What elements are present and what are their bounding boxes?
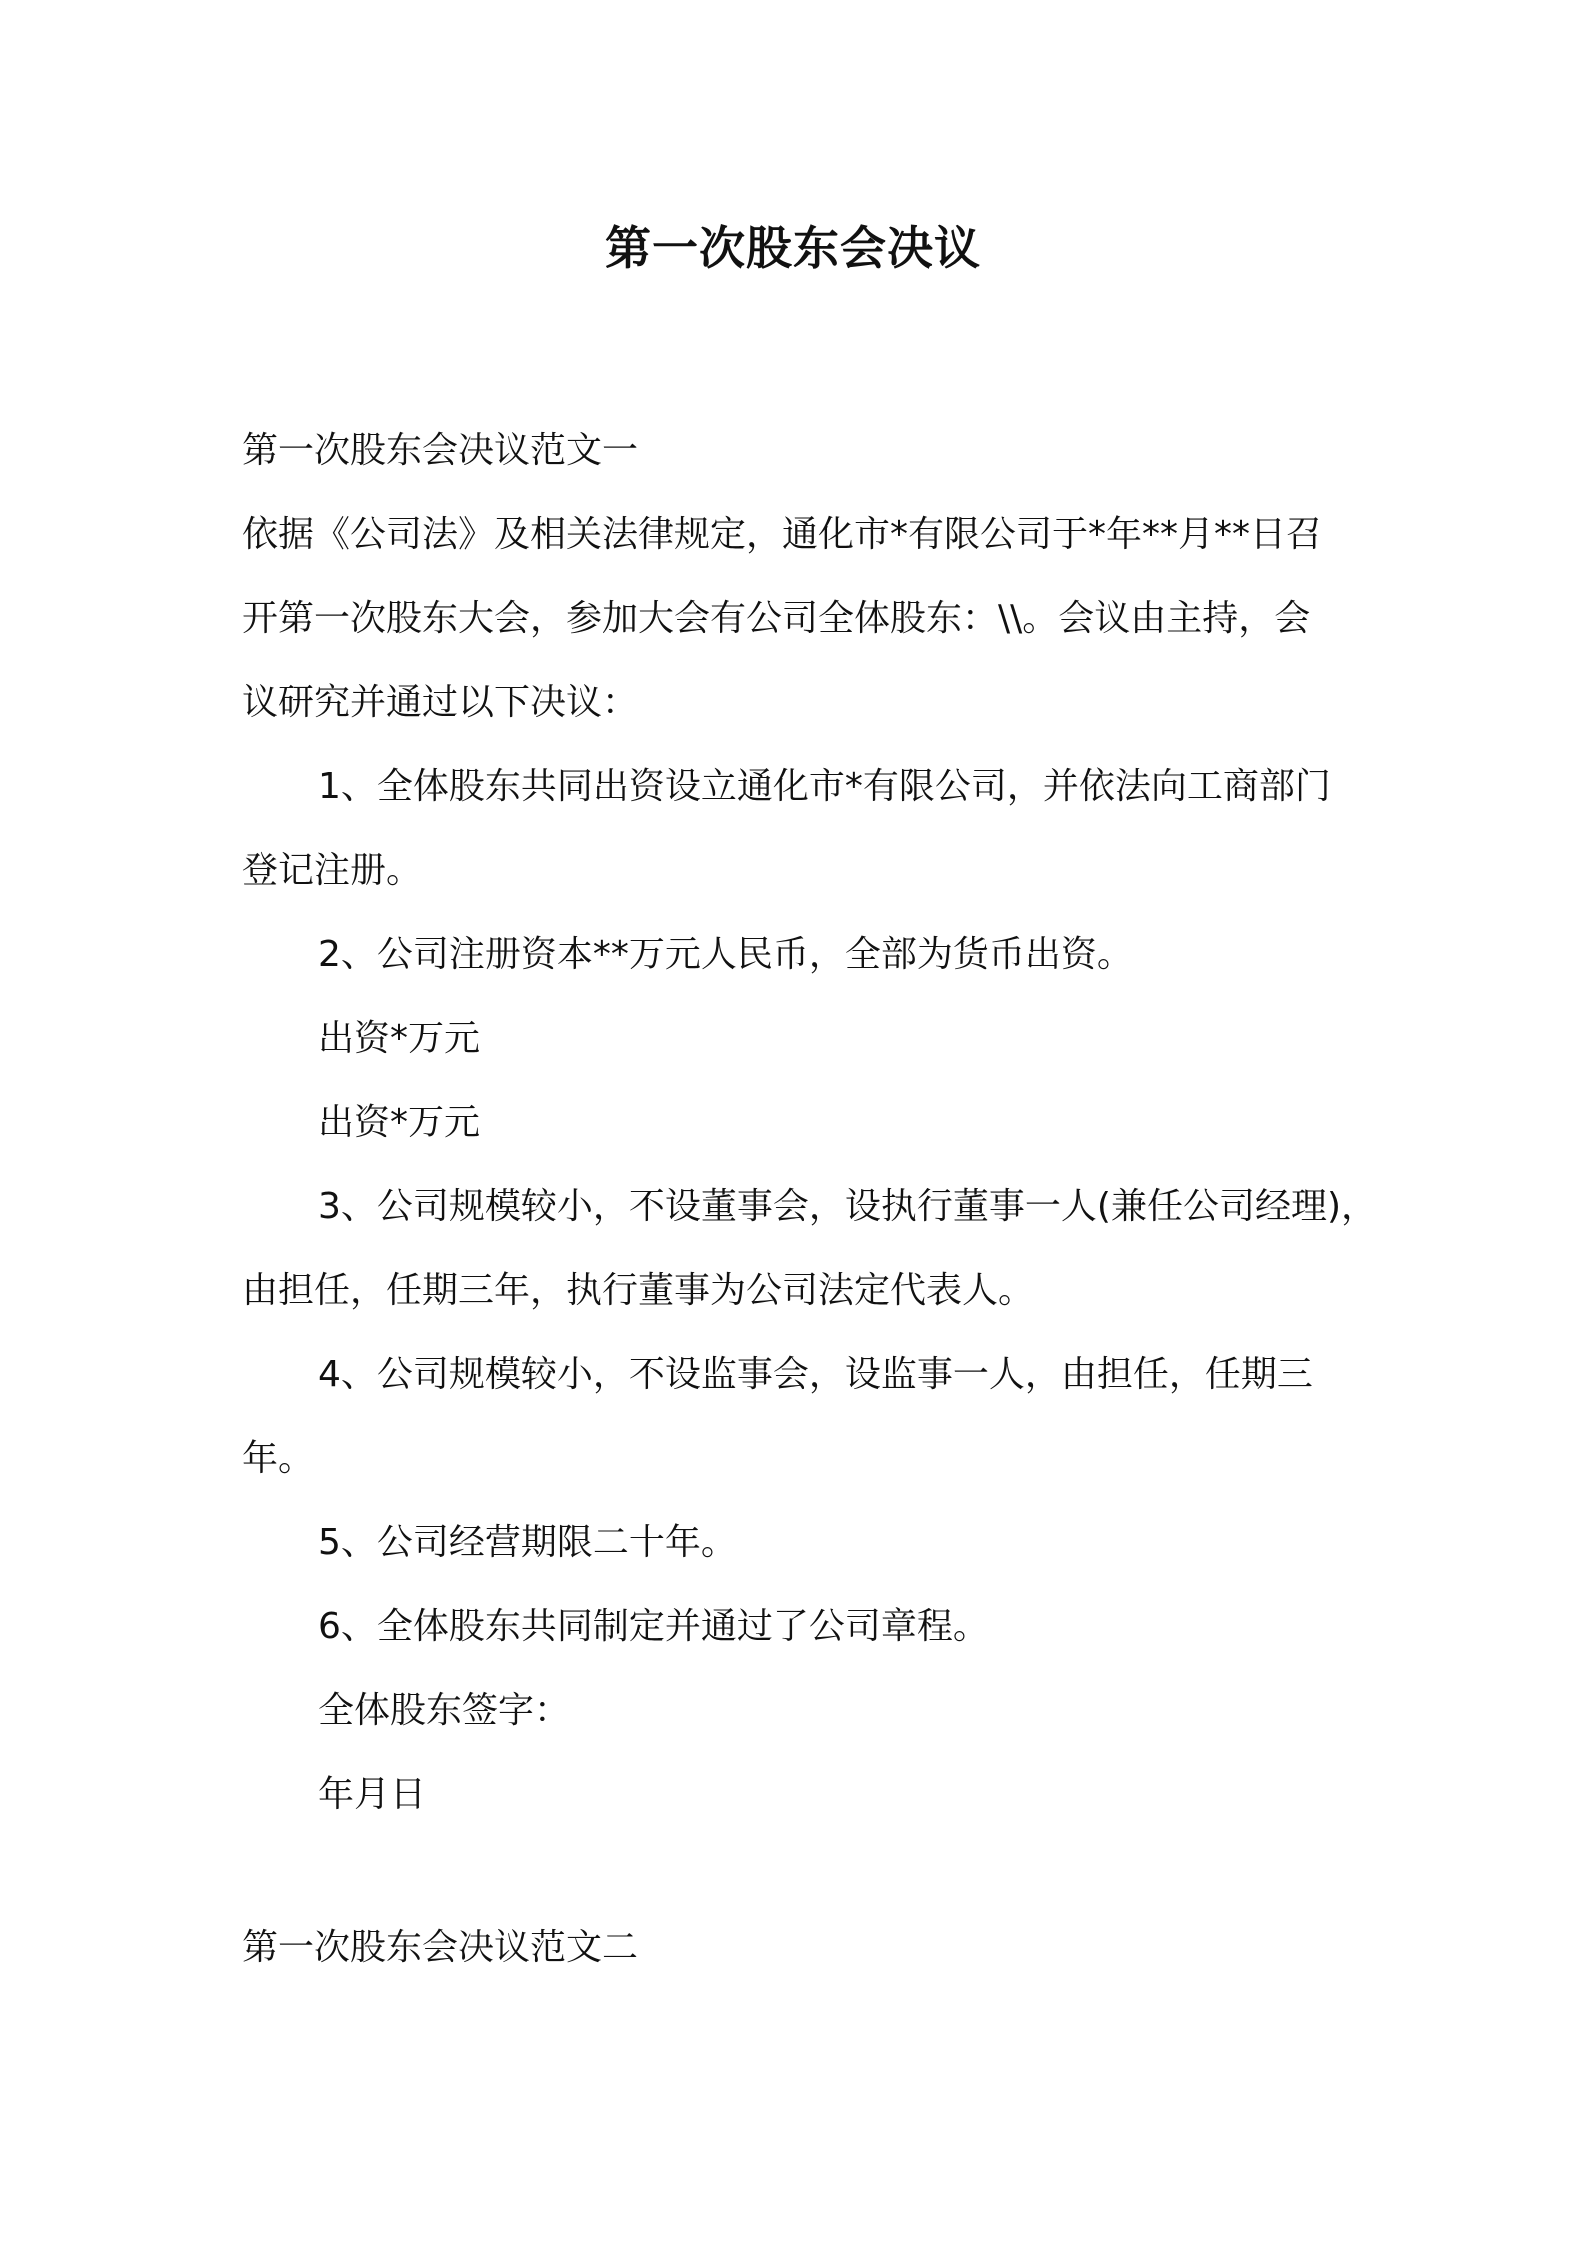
signature-label: 全体股东签字： [318, 1690, 571, 1731]
contribution-line-1: 出资*万元 [318, 1018, 481, 1059]
resolution-item-2: 2、公司注册资本**万元人民币，全部为货币出资。 [318, 934, 1133, 975]
resolution-item-1: 1、全体股东共同出资设立通化市*有限公司，并依法向工商部门 [318, 766, 1331, 807]
section-1-heading: 第一次股东会决议范文一 [242, 430, 639, 471]
date-label: 年月日 [318, 1774, 427, 1815]
intro-line-1: 依据《公司法》及相关法律规定，通化市*有限公司于*年**月**日召 [242, 514, 1323, 555]
document-title: 第一次股东会决议 [605, 221, 981, 275]
intro-line-2: 开第一次股东大会，参加大会有公司全体股东：\\。会议由主持，会 [242, 598, 1311, 639]
resolution-item-5: 5、公司经营期限二十年。 [318, 1522, 737, 1563]
intro-line-3: 议研究并通过以下决议： [242, 682, 639, 723]
resolution-item-4: 4、公司规模较小，不设监事会，设监事一人，由担任，任期三 [318, 1354, 1313, 1395]
section-2-heading: 第一次股东会决议范文二 [242, 1927, 639, 1968]
section-1 [242, 409, 1377, 1837]
resolution-item-3-cont: 由担任，任期三年，执行董事为公司法定代表人。 [242, 1270, 1035, 1311]
resolution-item-3: 3、公司规模较小，不设董事会，设执行董事一人(兼任公司经理)， [318, 1186, 1377, 1227]
contribution-line-2: 出资*万元 [318, 1102, 481, 1143]
resolution-item-1-cont: 登记注册。 [242, 850, 423, 891]
resolution-item-6: 6、全体股东共同制定并通过了公司章程。 [318, 1606, 989, 1647]
resolution-item-4-cont: 年。 [242, 1438, 315, 1479]
